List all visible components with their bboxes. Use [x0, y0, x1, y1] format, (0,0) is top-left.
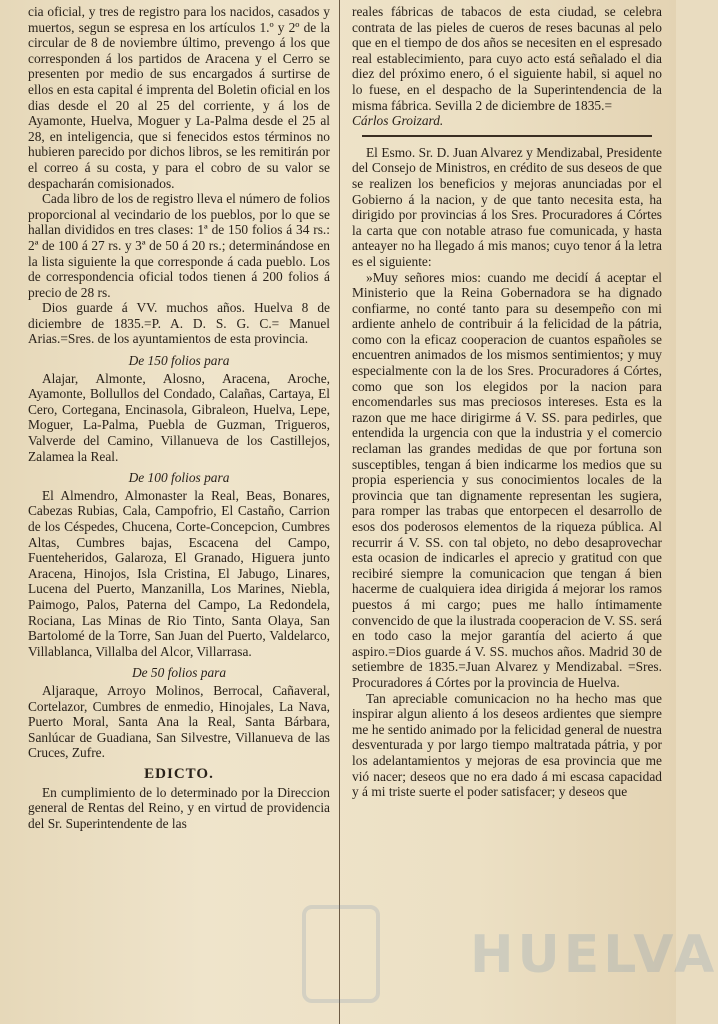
- paragraph: Dios guarde á VV. muchos años. Huelva 8 de diciembre de 1835.=P. A. D. S. G. C.= Manuel Arias.=Sres. de los ayuntamientos de esta provincia.: [28, 300, 330, 347]
- paragraph: El Esmo. Sr. D. Juan Alvarez y Mendizabal, Presidente del Consejo de Ministros, en crédito de sus deseos de que se realizen los beneficios y mejoras anunciadas por el Gobierno á la nacion, y de que tanto necesita esta, ha dirigido por provincias á los Sres. Procuradores á Córtes la carta que con notable atraso fue comunicada, y hasta anteayer no ha llegado á mis manos; cuyo tenor á la letra es el siguiente:: [352, 144, 662, 269]
- paragraph: reales fábricas de tabacos de esta ciudad, se celebra contrata de las pieles de cueros de reses bacunas al pelo que en el tiempo de dos años se necesiten en el espresado real establecimiento, para cuyo acto está señalado el dia diez del próximo enero, ó el siguiente habil, si aquel no lo fuese, en el despacho de la Superintendencia de la misma fábrica. Sevilla 2 de diciembre de 1835.=: [352, 4, 662, 113]
- edict-title: EDICTO.: [144, 765, 214, 782]
- town-list: Aljaraque, Arroyo Molinos, Berrocal, Cañaveral, Cortelazor, Cumbres de enmedio, Hinojales, La Nava, Puerto Moral, Santa Ana la Real, Santa Bárbara, Sanlúcar de Guadiana, San Silvestre, Villanueva de las Cruces, Zufre.: [28, 682, 330, 761]
- paragraph: En cumplimiento de lo determinado por la Direccion general de Rentas del Reino, y en virtud de providencia del Sr. Superintendente de las: [28, 784, 330, 831]
- paragraph: cia oficial, y tres de registro para los nacidos, casados y muertos, segun se espresa en los artículos 1.º y 2º de la circular de 8 de noviembre último, prevengo á los que corresponden á los partidos de Aracena y el Cerro se presenten por medio de sus encargados á surtirse de ellos en esta capital é imprenta del Boletin oficial en los dias desde el 20 al 25 del corriente, y á los de Ayamonte, Huelva, Moguer y La-Palma desde el 25 al 28, en inteligencia, que si fenecidos estos términos no hubieren parecido por dichos libros, se les remitirán por el correo á su costa, y para el cobro de su valor se despacharán comisionados.: [28, 4, 330, 191]
- paragraph: Cada libro de los de registro lleva el número de folios proporcional al vecindario de los pueblos, por lo que se hallan divididos en tres clases: 1ª de 150 folios á 34 rs.: 2ª de 100 á 27 rs. y 3ª de 50 á 20 rs.; determinándose en la lista siguiente la que corresponde á cada pueblo. Los de correspondencia oficial todos tienen á 200 folios á precio de 28 rs.: [28, 191, 330, 300]
- paragraph: Tan apreciable comunicacion no ha hecho mas que inspirar algun aliento á los deseos ardientes que siempre me he sentido animado por la felicidad general de nuestra desventurada y por largo tiempo maltratada pátria, y por los adelantamientos y mejoras de esa provincia que me vió nacer; deseos que no era dado á mi escasa capacidad y á mi triste suerte el poder satisfacer; y deseos que: [352, 690, 662, 800]
- right-column: [352, 4, 662, 1024]
- watermark: HUELVA: [470, 925, 718, 985]
- section-heading: De 150 folios para: [128, 353, 230, 369]
- town-list: Alajar, Almonte, Alosno, Aracena, Aroche, Ayamonte, Bollullos del Condado, Calañas, Cartaya, El Cero, Cortegana, Encinasola, Gibraleon, Huelva, Lepe, Moguer, La-Palma, Puebla de Guzman, Trigueros, Valverde del Camino, Villanueva de los Castillejos, Zalamea la Real.: [28, 370, 330, 464]
- section-heading: De 50 folios para: [131, 665, 227, 681]
- signature: Cárlos Groizard.: [352, 113, 444, 129]
- separator-rule: [362, 135, 652, 137]
- watermark-seal-icon: [302, 905, 380, 1003]
- town-list: El Almendro, Almonaster la Real, Beas, Bonares, Cabezas Rubias, Cala, Campofrio, El Castaño, Carrion de los Céspedes, Chucena, Corte-Concepcion, Cumbres Altas, Cumbres bajas, Escacena del Campo, Fuenteheridos, Galaroza, El Granado, Higuera junto Aracena, Hinojos, Isla Cristina, El Jabugo, Linares, Lucena del Puerto, Manzanilla, Los Marines, Niebla, Paimogo, Palos, Paterna del Campo, La Redondela, Rociana, Las Minas de Rio Tinto, Santa Olaya, San Bartolomé de la Torre, San Juan del Puerto, Valdelarco, Villablanca, Villalba del Alcor, Villarrasa.: [28, 487, 330, 659]
- left-column: [28, 4, 330, 1024]
- section-heading: De 100 folios para: [128, 470, 230, 486]
- column-divider: [339, 0, 340, 1024]
- quoted-letter: »Muy señores mios: cuando me decidí á aceptar el Ministerio que la Reina Gobernadora se ha dignado confiarme, no conté tanto para su desempeño con mi ardiente anhelo de contribuir á la felicidad de la pátria, como con la eficaz cooperacion de cuantos españoles se encuentren animados de los mismos sentimientos; y muy especialmente con la de los Sres. Procuradores á Córtes, como que son los elegidos por la nacion para encomendarles sus mas preciosos intereses. Esta es la razon que me hace dirigirme á V. SS. para pedirles, que entendida la urgencia con que la industria y el comercio reclaman las grandes medidas de que por fortuna son susceptibles, tengan á bien indicarme los medios que su propia esperiencia y sus conocimientos locales de la provincia que tan dignamente representan les sugiera, para romper las trabas que entorpecen el desarrollo de esos dos poderosos elementos de la riqueza pública. Al recurrir á V. SS. con tal objeto, no debo desaprovechar esta ocasion de indicarles el aprecio y gratitud con que recibiré siempre la comunicacion que tengan á bien hacerme de cualquiera idea dirigida á mejorar los ramos puestos á mi cargo; pues me hallo íntimamente convencido de que la ilustrada cooperacion de V. SS. será en todo caso la mejor garantía del acierto á que aspiro.=Dios guarde á V. SS. muchos años. Madrid 30 de setiembre de 1835.=Juan Alvarez y Mendizabal. =Sres. Procuradores á Córtes por la provincia de Huelva.: [352, 269, 662, 690]
